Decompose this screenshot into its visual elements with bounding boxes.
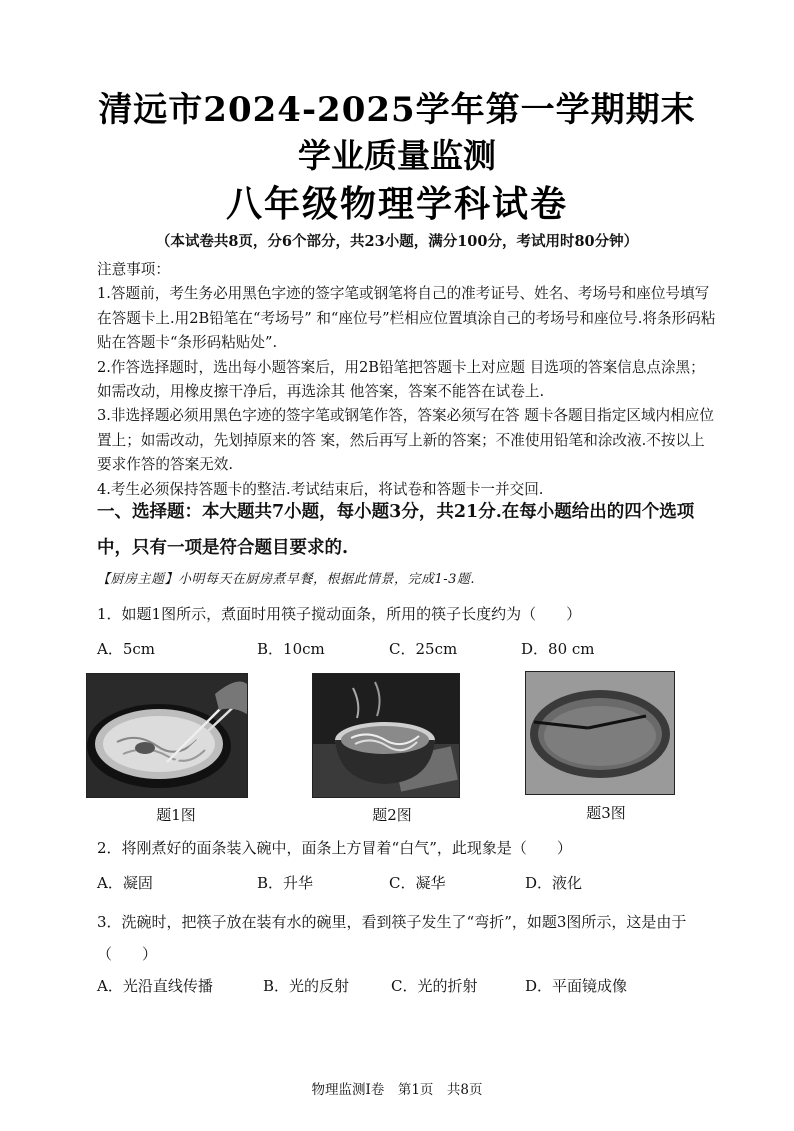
notes-item: 3.非选择题必须用黑色字迹的签字笔或钢笔作答，答案必须写在答 题卡各题目指定区域内相应位置上；如需改动，先划掉原来的答 案，然后再写上新的答案；不准使用铅笔和涂改液.不按以上要求作答的答案无效. (97, 407, 714, 474)
exam-subtitle: （本试卷共8页，分6个部分，共23小题，满分100分，考试用时80分钟） (155, 233, 639, 250)
notes-item: 4.考生必须保持答题卡的整洁.考试结束后，将试卷和答题卡一并交回. (97, 480, 544, 498)
exam-title-line1: 清远市2024-2025学年第一学期期末 (98, 90, 696, 130)
figure-3-photo (525, 671, 675, 795)
question-1-options (97, 638, 717, 659)
notes-heading: 注意事项： (97, 261, 170, 278)
option-b[interactable]: B．升华 (257, 874, 314, 892)
theme-intro: 【厨房主题】小明每天在厨房煮早餐，根据此情景，完成1-3题. (97, 572, 476, 587)
figure-3-caption: 题3图 (586, 804, 626, 822)
noodle-pot-stirring-icon (87, 674, 247, 797)
option-c[interactable]: C．光的折射 (391, 977, 478, 995)
question-3-options (97, 975, 717, 996)
option-d[interactable]: D．平面镜成像 (525, 977, 628, 995)
exam-title-line3: 八年级物理学科试卷 (225, 183, 568, 225)
option-d[interactable]: D．液化 (525, 874, 583, 892)
notes-block (97, 258, 717, 502)
notes-item: 1.答题前，考生务必用黑色字迹的签字笔或钢笔将自己的准考证号、姓名、考场号和座位号填写在答题卡上.用2B铅笔在“考场号” 和“座位号”栏相应位置填涂自己的考场号和座位号.将条形码粘贴在答题卡“条形码粘贴处”. (97, 285, 716, 352)
figure-2-photo (312, 673, 460, 798)
question-2-stem: 2．将刚煮好的面条装入碗中，面条上方冒着“白气”，此现象是（ ） (97, 839, 572, 857)
option-b[interactable]: B．10cm (257, 640, 325, 658)
option-d[interactable]: D．80 cm (521, 640, 595, 658)
section1-heading: 一、选择题：本大题共7小题，每小题3分，共21分.在每小题给出的四个选项中，只有一项是符合题目要求的. (97, 502, 695, 558)
page-footer: 物理监测Ⅰ卷 第1页 共8页 (311, 1082, 483, 1098)
notes-item: 2.作答选择题时，选出每小题答案后，用2B铅笔把答题卡上对应题 目选项的答案信息点涂黑；如需改动，用橡皮擦干净后，再选涂其 他答案，答案不能答在试卷上. (97, 358, 705, 401)
question-1-stem: 1．如题1图所示，煮面时用筷子搅动面条，所用的筷子长度约为（ ） (97, 605, 582, 623)
option-c[interactable]: C．25cm (389, 640, 458, 658)
question-2-options (97, 872, 717, 893)
noodle-bowl-steam-icon (313, 674, 459, 797)
option-a[interactable]: A．凝固 (97, 874, 153, 892)
option-a[interactable]: A．光沿直线传播 (97, 977, 213, 995)
option-b[interactable]: B．光的反射 (263, 977, 350, 995)
option-a[interactable]: A．5cm (97, 640, 156, 658)
bowl-water-chopstick-icon (526, 672, 674, 794)
figure-1-photo (86, 673, 248, 798)
option-c[interactable]: C．凝华 (389, 874, 446, 892)
question-3-stem: 3．洗碗时，把筷子放在装有水的碗里，看到筷子发生了“弯折”，如题3图所示，这是由于（ ） (97, 913, 687, 963)
figure-2-caption: 题2图 (372, 806, 412, 824)
figure-1-caption: 题1图 (156, 806, 196, 824)
exam-title-line2: 学业质量监测 (298, 136, 496, 175)
